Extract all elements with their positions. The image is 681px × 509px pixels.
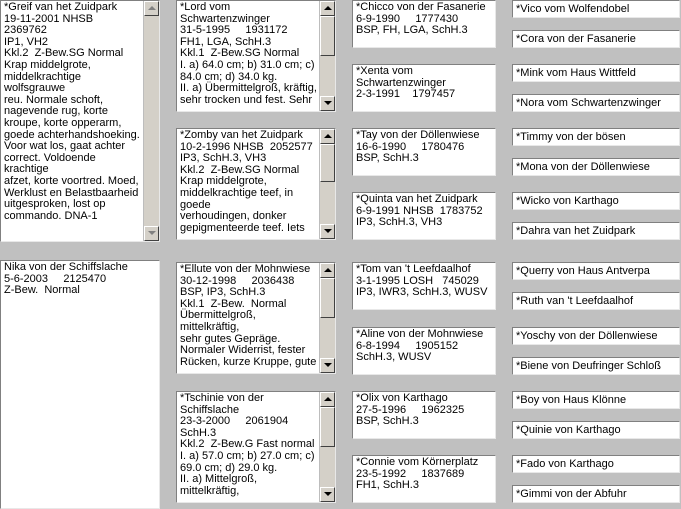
great-grandparent-field[interactable] [512, 64, 680, 82]
grandparent-box[interactable] [352, 455, 496, 503]
grandparent-box[interactable] [352, 0, 496, 48]
scroll-thumb[interactable] [320, 278, 335, 318]
scroll-up-arrow-icon[interactable] [320, 263, 335, 278]
section-separator [0, 243, 681, 259]
great-grandparent-name: *Nora vom Schwartenzwinger [516, 97, 661, 109]
great-grandparent-field[interactable] [512, 455, 680, 473]
dog-details-text[interactable]: *Greif van het Zuidpark 19-11-2001 NHSB 2369762 IP1, VH2 Kkl.2 Z-Bew.SG Normal Krap middelgrote, middelkrachtige wolfsgrauwe reu. Normale schoft, nagevende rug, korte kroupe, korte opperarm, goede achterhandshoeking. Voor wat los, gaat achter correct. Voldoende krachtige afzet, korte voortred. Moed, Werklust en Belastbaarheid uitgesproken, lost op commando. DNA-1 [4, 2, 140, 222]
great-grandparent-field[interactable] [512, 391, 680, 409]
sire-details-box[interactable] [176, 262, 336, 374]
sire-details-box[interactable] [176, 0, 336, 112]
grandparent-text[interactable]: *Tay von der Döllenwiese 16-6-1990 1780476 BSP, SchH.3 [356, 130, 480, 165]
great-grandparent-name: *Yoschy von der Döllenwiese [516, 330, 658, 342]
great-grandparent-name: *Fado von Karthago [516, 458, 614, 470]
great-grandparent-field[interactable] [512, 128, 680, 146]
scroll-up-arrow-icon[interactable] [320, 392, 335, 407]
scroll-thumb[interactable] [320, 16, 335, 56]
great-grandparent-name: *Boy von Haus Klönne [516, 394, 627, 406]
great-grandparent-field[interactable] [512, 0, 680, 18]
grandparent-text[interactable]: *Connie vom Körnerplatz 23-5-1992 1837689 FH1, SchH.3 [356, 457, 479, 492]
grandparent-text[interactable]: *Xenta vom Schwartenzwinger 2-3-1991 1797457 [356, 66, 456, 101]
dam-details-box[interactable] [176, 391, 336, 503]
scroll-thumb[interactable] [320, 407, 335, 447]
vertical-scrollbar[interactable] [319, 129, 335, 239]
vertical-scrollbar[interactable] [143, 1, 159, 241]
great-grandparent-name: *Querry von Haus Antverpa [516, 265, 650, 277]
great-grandparent-name: *Vico vom Wolfendobel [516, 3, 630, 15]
grandparent-box[interactable] [352, 192, 496, 240]
great-grandparent-name: *Wicko von Karthago [516, 195, 619, 207]
dam-details-text[interactable]: *Tschinie von der Schiffslache 23-3-2000 2061904 SchH.3 Kkl.2 Z-Bew.G Fast normal I. a) 57.0 cm; b) 27.0 cm; c) 69.0 cm; d) 29.0 kg. II. a) Mittelgroß, mittelkräftig, [180, 393, 315, 497]
great-grandparent-field[interactable] [512, 357, 680, 375]
great-grandparent-field[interactable] [512, 262, 680, 280]
sire-details-text[interactable]: *Ellute von der Mohnwiese 30-12-1998 2036438 BSP, IP3, SchH.3 Kkl.1 Z-Bew. Normal Übermittelgroß, mittelkräftig, sehr gutes Gepräge. Normaler Widerrist, fester Rücken, kurze Kruppe, gute [180, 264, 317, 368]
scroll-down-arrow-icon[interactable] [144, 226, 159, 241]
grandparent-box[interactable] [352, 262, 496, 310]
dog-details-box[interactable] [0, 0, 160, 242]
grandparent-box[interactable] [352, 128, 496, 176]
scroll-down-arrow-icon[interactable] [320, 96, 335, 111]
scroll-thumb[interactable] [320, 144, 335, 182]
great-grandparent-name: *Dahra van het Zuidpark [516, 225, 636, 237]
scroll-down-arrow-icon[interactable] [320, 487, 335, 502]
great-grandparent-name: *Quinie von Karthago [516, 424, 621, 436]
scroll-up-arrow-icon[interactable] [320, 129, 335, 144]
grandparent-text[interactable]: *Tom van 't Leefdaalhof 3-1-1995 LOSH 745029 IP3, IWR3, SchH.3, WUSV [356, 264, 488, 299]
grandparent-box[interactable] [352, 64, 496, 112]
dam-details-text[interactable]: *Zomby van het Zuidpark 10-2-1996 NHSB 2052577 IP3, SchH.3, VH3 Kkl.2 Z-Bew.SG Normal Krap middelgrote, middelkrachtige teef, in goede verhoudingen, donker gepigmenteerde teef. Iets [180, 130, 313, 234]
dog-details-box[interactable] [0, 260, 160, 509]
great-grandparent-name: *Ruth van 't Leefdaalhof [516, 295, 634, 307]
great-grandparent-field[interactable] [512, 485, 680, 503]
scroll-down-arrow-icon[interactable] [320, 224, 335, 239]
grandparent-text[interactable]: *Aline von der Mohnwiese 6-8-1994 1905152 SchH.3, WUSV [356, 329, 484, 364]
scroll-up-arrow-icon[interactable] [320, 1, 335, 16]
scroll-down-arrow-icon[interactable] [320, 358, 335, 373]
great-grandparent-field[interactable] [512, 30, 680, 48]
great-grandparent-field[interactable] [512, 158, 680, 176]
vertical-scrollbar[interactable] [319, 392, 335, 502]
great-grandparent-name: *Biene von Deufringer Schloß [516, 360, 661, 372]
scroll-up-arrow-icon[interactable] [144, 1, 159, 16]
vertical-scrollbar[interactable] [319, 263, 335, 373]
great-grandparent-field[interactable] [512, 94, 680, 112]
great-grandparent-name: *Mona von der Döllenwiese [516, 161, 650, 173]
dam-details-box[interactable] [176, 128, 336, 240]
great-grandparent-field[interactable] [512, 222, 680, 240]
great-grandparent-field[interactable] [512, 421, 680, 439]
great-grandparent-name: *Timmy von der bösen [516, 131, 626, 143]
vertical-scrollbar[interactable] [319, 1, 335, 111]
grandparent-box[interactable] [352, 391, 496, 439]
sire-details-text[interactable]: *Lord vom Schwartenzwinger 31-5-1995 1931172 FH1, LGA, SchH.3 Kkl.1 Z-Bew.SG Normal I. a) 64.0 cm; b) 31.0 cm; c) 84.0 cm; d) 34.0 kg. II. a) Übermittelgroß, kräftig, sehr trocken und fest. Sehr [180, 2, 317, 106]
grandparent-text[interactable]: *Quinta van het Zuidpark 6-9-1991 NHSB 1783752 IP3, SchH.3, VH3 [356, 194, 483, 229]
dog-details-text[interactable]: Nika von der Schiffslache 5-6-2003 2125470 Z-Bew. Normal [4, 262, 128, 297]
grandparent-box[interactable] [352, 327, 496, 375]
great-grandparent-name: *Gimmi von der Abfuhr [516, 488, 627, 500]
great-grandparent-name: *Cora von der Fasanerie [516, 33, 636, 45]
great-grandparent-field[interactable] [512, 327, 680, 345]
great-grandparent-field[interactable] [512, 292, 680, 310]
great-grandparent-field[interactable] [512, 192, 680, 210]
grandparent-text[interactable]: *Chicco von der Fasanerie 6-9-1990 1777430 BSP, FH, LGA, SchH.3 [356, 2, 486, 37]
grandparent-text[interactable]: *Olix von Karthago 27-5-1996 1962325 BSP, SchH.3 [356, 393, 465, 428]
great-grandparent-name: *Mink vom Haus Wittfeld [516, 67, 636, 79]
